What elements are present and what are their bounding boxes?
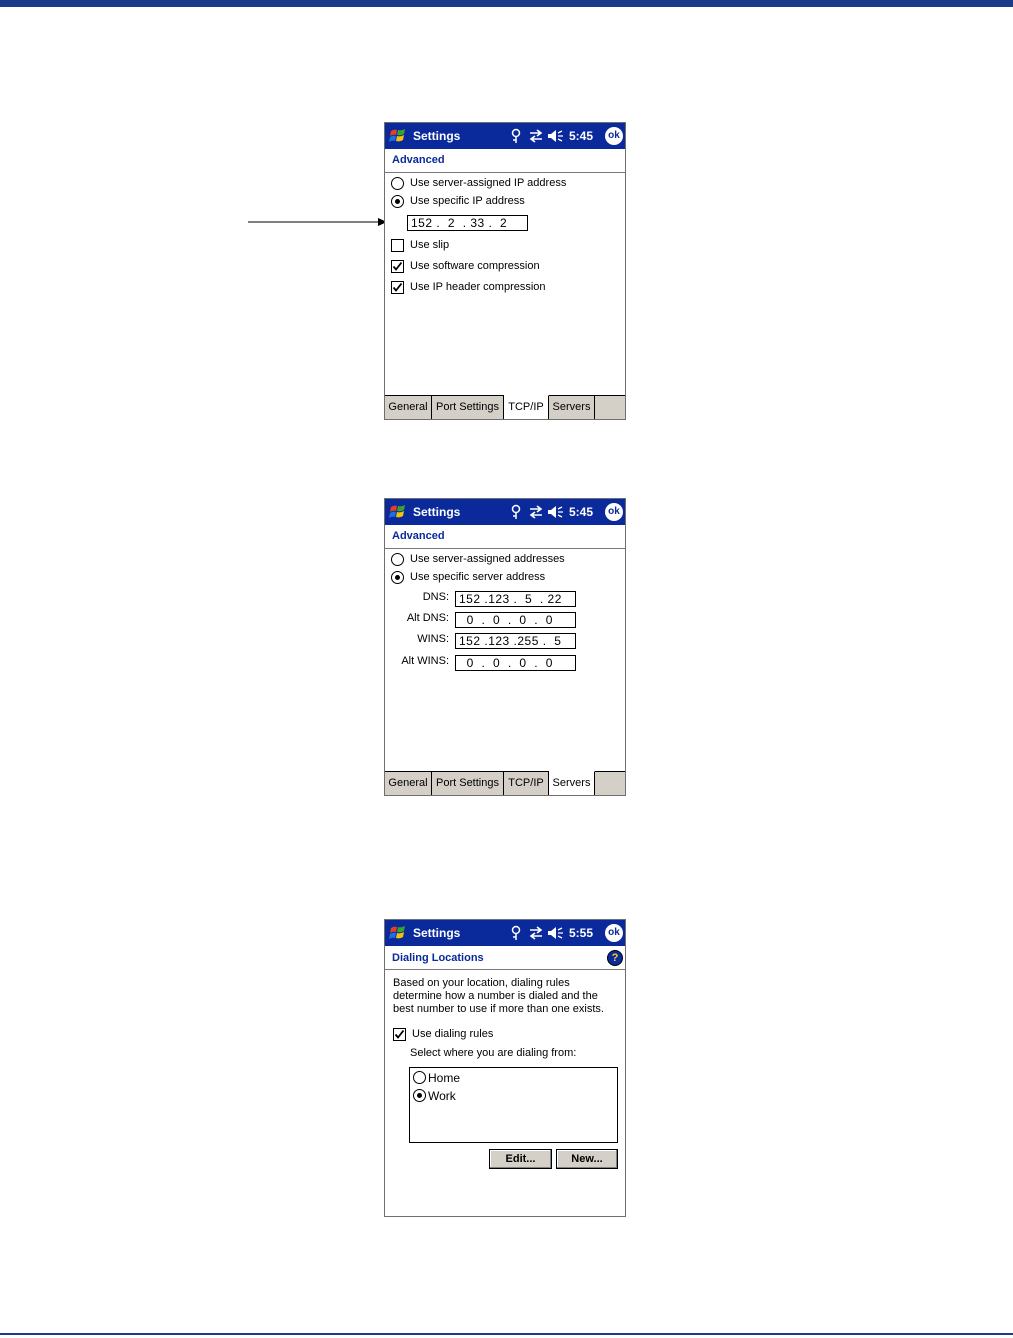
speaker-icon[interactable] bbox=[547, 129, 564, 143]
title-bar bbox=[385, 499, 625, 525]
radio-button-selected[interactable] bbox=[413, 1089, 426, 1102]
app-title: Settings bbox=[413, 129, 461, 143]
new-button[interactable]: New... bbox=[556, 1149, 618, 1169]
speaker-icon[interactable] bbox=[547, 926, 564, 940]
checkbox-checked[interactable] bbox=[391, 281, 404, 294]
edit-button[interactable]: Edit... bbox=[489, 1149, 552, 1169]
locations-list[interactable] bbox=[409, 1067, 618, 1143]
tab-bar bbox=[385, 395, 625, 419]
alt-dns-label: Alt DNS: bbox=[406, 612, 449, 624]
speaker-icon[interactable] bbox=[547, 505, 564, 519]
divider bbox=[385, 548, 625, 549]
tab-port-settings[interactable]: Port Settings bbox=[432, 772, 504, 795]
tab-tcpip[interactable]: TCP/IP bbox=[504, 395, 549, 419]
sync-arrows-icon[interactable] bbox=[528, 129, 544, 143]
divider bbox=[385, 172, 625, 173]
dns-input[interactable]: 152 .123 . 5 . 22 bbox=[455, 591, 576, 607]
radio-button-selected[interactable] bbox=[391, 571, 404, 584]
checkbox-checked[interactable] bbox=[391, 260, 404, 273]
page-heading: Advanced bbox=[392, 154, 445, 166]
checkbox-label: Use IP header compression bbox=[410, 281, 546, 293]
divider bbox=[385, 969, 625, 970]
help-icon[interactable]: ? bbox=[607, 950, 623, 966]
checkbox-label: Use slip bbox=[410, 239, 450, 251]
connectivity-icon[interactable] bbox=[510, 128, 522, 144]
start-menu-icon[interactable] bbox=[388, 923, 408, 943]
callout-arrow bbox=[248, 217, 388, 227]
clock-time[interactable]: 5:45 bbox=[569, 505, 594, 519]
checkbox-label: Use dialing rules bbox=[412, 1028, 494, 1040]
pda-screen-servers bbox=[384, 498, 626, 796]
tab-servers[interactable]: Servers bbox=[549, 771, 595, 795]
sync-arrows-icon[interactable] bbox=[528, 505, 544, 519]
ok-button[interactable]: ok bbox=[605, 924, 623, 942]
radio-label: Use specific server address bbox=[410, 571, 546, 583]
start-menu-icon[interactable] bbox=[388, 502, 408, 522]
clock-time[interactable]: 5:55 bbox=[569, 926, 594, 940]
location-label: Work bbox=[428, 1089, 456, 1103]
checkbox-unchecked[interactable] bbox=[391, 239, 404, 252]
radio-button[interactable] bbox=[391, 553, 404, 566]
page-top-bar bbox=[0, 0, 1013, 7]
select-prompt: Select where you are dialing from: bbox=[410, 1047, 577, 1059]
checkmark-icon bbox=[391, 281, 404, 294]
app-title: Settings bbox=[413, 926, 461, 940]
pda-screen-tcpip bbox=[384, 122, 626, 420]
sync-arrows-icon[interactable] bbox=[528, 926, 544, 940]
checkmark-icon bbox=[393, 1028, 406, 1041]
app-title: Settings bbox=[413, 505, 461, 519]
tab-port-settings[interactable]: Port Settings bbox=[432, 396, 504, 419]
title-bar bbox=[385, 920, 625, 946]
tab-tcpip[interactable]: TCP/IP bbox=[504, 772, 549, 795]
radio-button[interactable] bbox=[391, 177, 404, 190]
tab-bar bbox=[385, 771, 625, 795]
tab-general[interactable]: General bbox=[385, 772, 432, 795]
tab-general[interactable]: General bbox=[385, 396, 432, 419]
checkmark-icon bbox=[391, 260, 404, 273]
page-bottom-line bbox=[0, 1333, 1013, 1335]
ok-button[interactable]: ok bbox=[605, 127, 623, 145]
checkbox-label: Use software compression bbox=[410, 260, 540, 272]
checkbox-checked[interactable] bbox=[393, 1028, 406, 1041]
description-text: Based on your location, dialing rules determine how a number is dialed and the best number to use if more than one exists. bbox=[393, 977, 604, 1015]
connectivity-icon[interactable] bbox=[510, 925, 522, 941]
radio-label: Use server-assigned IP address bbox=[410, 177, 567, 189]
radio-button[interactable] bbox=[413, 1071, 426, 1084]
wins-input[interactable]: 152 .123 .255 . 5 bbox=[455, 633, 576, 649]
page-heading: Dialing Locations bbox=[392, 952, 484, 964]
title-bar bbox=[385, 123, 625, 149]
location-label: Home bbox=[428, 1071, 461, 1085]
alt-wins-input[interactable]: 0 . 0 . 0 . 0 bbox=[455, 655, 576, 671]
radio-label: Use server-assigned addresses bbox=[410, 553, 565, 565]
ip-address-input[interactable]: 152 . 2 . 33 . 2 bbox=[407, 215, 528, 231]
start-menu-icon[interactable] bbox=[388, 126, 408, 146]
ok-button[interactable]: ok bbox=[605, 503, 623, 521]
page-heading: Advanced bbox=[392, 530, 445, 542]
alt-wins-label: Alt WINS: bbox=[401, 655, 449, 667]
alt-dns-input[interactable]: 0 . 0 . 0 . 0 bbox=[455, 612, 576, 628]
pda-screen-dialing-locations bbox=[384, 919, 626, 1217]
connectivity-icon[interactable] bbox=[510, 504, 522, 520]
dns-label: DNS: bbox=[422, 591, 449, 603]
radio-button-selected[interactable] bbox=[391, 195, 404, 208]
radio-label: Use specific IP address bbox=[410, 195, 525, 207]
wins-label: WINS: bbox=[417, 633, 449, 645]
clock-time[interactable]: 5:45 bbox=[569, 129, 594, 143]
tab-servers[interactable]: Servers bbox=[549, 396, 595, 419]
